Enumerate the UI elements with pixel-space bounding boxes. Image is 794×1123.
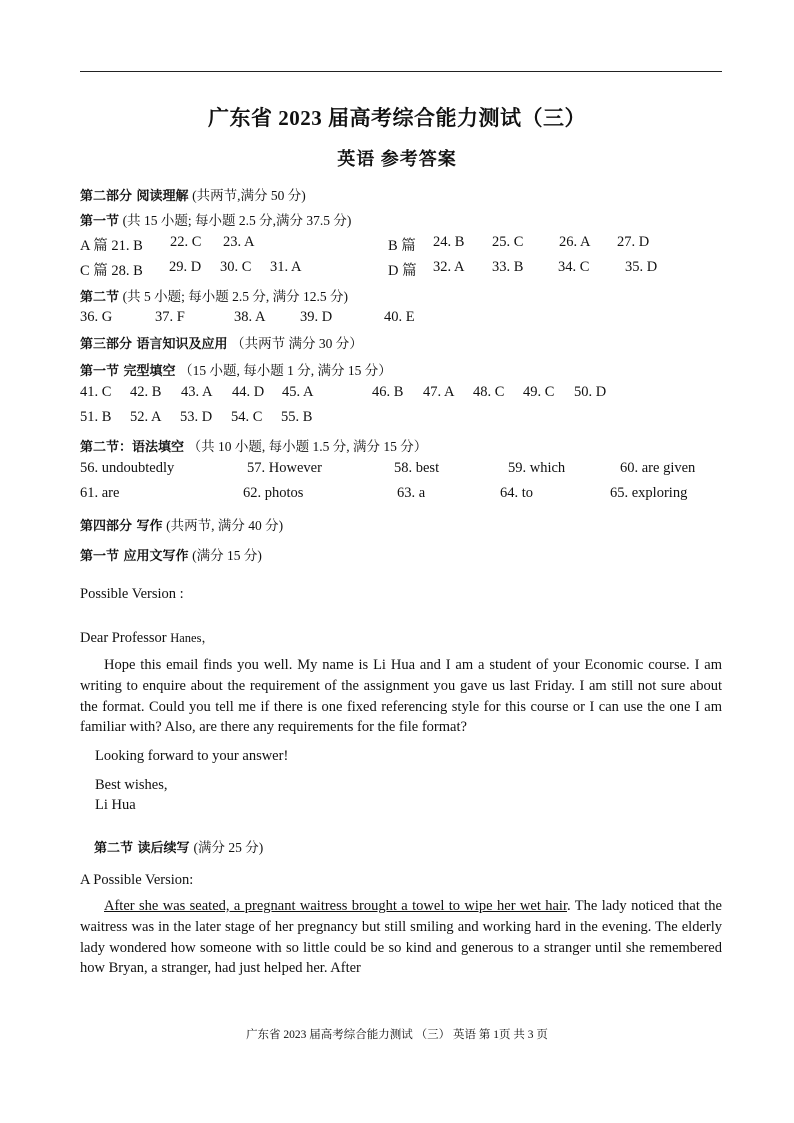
part3-heading: 第三部分 语言知识及应用 <box>80 337 228 352</box>
part4-sec2-heading: 第二节 读后续写 <box>94 841 190 856</box>
letter-closing: Best wishes, <box>95 777 168 793</box>
answer-item: 52. A <box>130 409 162 425</box>
answer-item: 25. C <box>492 234 524 250</box>
answer-item: 31. A <box>270 259 302 275</box>
letter-greeting <box>80 628 214 647</box>
answer-item: 62. photos <box>243 485 304 501</box>
answer-item: 27. D <box>617 234 650 250</box>
letter-signature: Li Hua <box>95 797 136 813</box>
part2-sec2-heading: 第二节 <box>80 290 120 305</box>
answer-item: 24. B <box>433 234 465 250</box>
answer-row-sec2 <box>80 309 722 329</box>
story-rest: . The lady noticed that the waitress was in the later stage of her pregnancy but still smiling and working hard in the evening. The elderly lady wondered how someone with so little could be so kind and generous to a stranger until she remembered how Bryan, a stranger, had just helped her. After <box>80 898 722 977</box>
part2-heading-line <box>80 184 306 205</box>
answer-item: 59. which <box>508 460 566 476</box>
a-possible-version-label: A Possible Version: <box>80 872 194 888</box>
part4-note: (共两节, 满分 40 分) <box>166 518 284 533</box>
answer-row-c-d <box>80 259 722 279</box>
part3-sec1-line <box>80 359 392 380</box>
answer-item: 37. F <box>155 309 185 325</box>
part4-sec2-line <box>94 836 263 857</box>
answer-item: 54. C <box>231 409 263 425</box>
greeting-name: Hanes， <box>170 631 214 645</box>
answer-item: 35. D <box>625 259 658 275</box>
answer-item: 43. A <box>181 384 213 400</box>
answer-item: 65. exploring <box>610 485 688 501</box>
part2-note: (共两节,满分 50 分) <box>192 188 306 203</box>
letter-body: Hope this email finds you well. My name is Li Hua and I am a student of your Economic course. I am writing to enquire about the requirement of the assignment you gave us last Friday. I am still not sure about the format. Could you tell me if there is one fixed referencing style for this course or I can use the one I am familiar with? Also, are there any requirements for the file format? <box>80 657 722 736</box>
letter-looking-forward: Looking forward to your answer! <box>95 748 289 764</box>
answer-item: 42. B <box>130 384 162 400</box>
part2-heading: 第二部分 阅读理解 <box>80 189 189 204</box>
answer-item: 46. B <box>372 384 404 400</box>
answer-item: 30. C <box>220 259 252 275</box>
answer-item: 49. C <box>523 384 555 400</box>
part3-sec2-note: （共 10 小题, 每小题 1.5 分, 满分 15 分） <box>187 439 428 454</box>
answer-row-41-50 <box>80 384 722 404</box>
top-rule <box>80 71 722 72</box>
answer-item: 44. D <box>232 384 265 400</box>
answer-item: 60. are given <box>620 460 696 476</box>
part3-note: （共两节 满分 30 分） <box>231 336 363 351</box>
part3-sec2-line <box>80 435 427 456</box>
answer-item: 55. B <box>281 409 313 425</box>
answer-item: 51. B <box>80 409 112 425</box>
answer-item: 36. G <box>80 309 113 325</box>
part4-sec1-note: (满分 15 分) <box>192 548 262 563</box>
part2-sec1-line <box>80 209 351 230</box>
answer-item: 45. A <box>282 384 314 400</box>
possible-version-label: Possible Version : <box>80 586 184 602</box>
story-continuation <box>80 896 722 979</box>
answer-item: 38. A <box>234 309 266 325</box>
part2-sec1-note: (共 15 小题; 每小题 2.5 分,满分 37.5 分) <box>122 213 352 228</box>
part4-sec1-heading: 第一节 应用文写作 <box>80 549 189 564</box>
answer-item: 47. A <box>423 384 455 400</box>
answer-item: 61. are <box>80 485 120 501</box>
answer-item: 63. a <box>397 485 426 501</box>
answer-item: 34. C <box>558 259 590 275</box>
answer-item: 48. C <box>473 384 505 400</box>
answer-row-a-b <box>80 234 722 254</box>
answer-item: D 篇 <box>388 263 417 279</box>
answer-item: C 篇 28. B <box>80 263 143 279</box>
greeting-text: Dear Professor <box>80 630 167 646</box>
page-title: 广东省 2023 届高考综合能力测试（三） <box>208 106 586 130</box>
answer-row-51-55 <box>80 409 722 429</box>
part4-sec2-note: (满分 25 分) <box>193 840 264 855</box>
page-subtitle: 英语 参考答案 <box>337 149 457 169</box>
answer-item: 32. A <box>433 259 465 275</box>
answer-item: 23. A <box>223 234 255 250</box>
part3-sec1-note: （15 小题, 每小题 1 分, 满分 15 分） <box>179 363 392 378</box>
part4-sec1-line <box>80 544 262 565</box>
answer-item: 22. C <box>170 234 202 250</box>
answer-item: 56. undoubtedly <box>80 460 175 476</box>
part2-sec2-note: (共 5 小题; 每小题 2.5 分, 满分 12.5 分) <box>122 289 349 304</box>
answer-item: 58. best <box>394 460 440 476</box>
answer-item: A 篇 21. B <box>80 238 143 254</box>
page-footer: 广东省 2023 届高考综合能力测试 （三） 英语 第 1页 共 3 页 <box>246 1029 548 1041</box>
answer-item: 57. However <box>247 460 322 476</box>
part3-sec1-heading: 第一节 完型填空 <box>80 364 176 379</box>
answer-row-61-65 <box>80 485 722 505</box>
answer-item: 40. E <box>384 309 415 325</box>
part2-sec2-line <box>80 285 348 306</box>
answer-item: 41. C <box>80 384 112 400</box>
part2-sec1-heading: 第一节 <box>80 214 120 229</box>
answer-item: 26. A <box>559 234 591 250</box>
answer-item: 33. B <box>492 259 524 275</box>
answer-item: 53. D <box>180 409 213 425</box>
answer-item: 50. D <box>574 384 607 400</box>
part3-sec2-heading: 第二节：语法填空 <box>80 440 185 455</box>
part4-heading-line <box>80 514 283 535</box>
answer-item: 39. D <box>300 309 333 325</box>
answer-item: 64. to <box>500 485 534 501</box>
answer-row-56-60 <box>80 460 722 480</box>
answer-item: B 篇 <box>388 238 416 254</box>
story-given-sentence: After she was seated, a pregnant waitress brought a towel to wipe her wet hair <box>104 898 567 914</box>
answer-item: 29. D <box>169 259 202 275</box>
part4-heading: 第四部分 写作 <box>80 519 163 534</box>
part3-heading-line <box>80 332 363 353</box>
